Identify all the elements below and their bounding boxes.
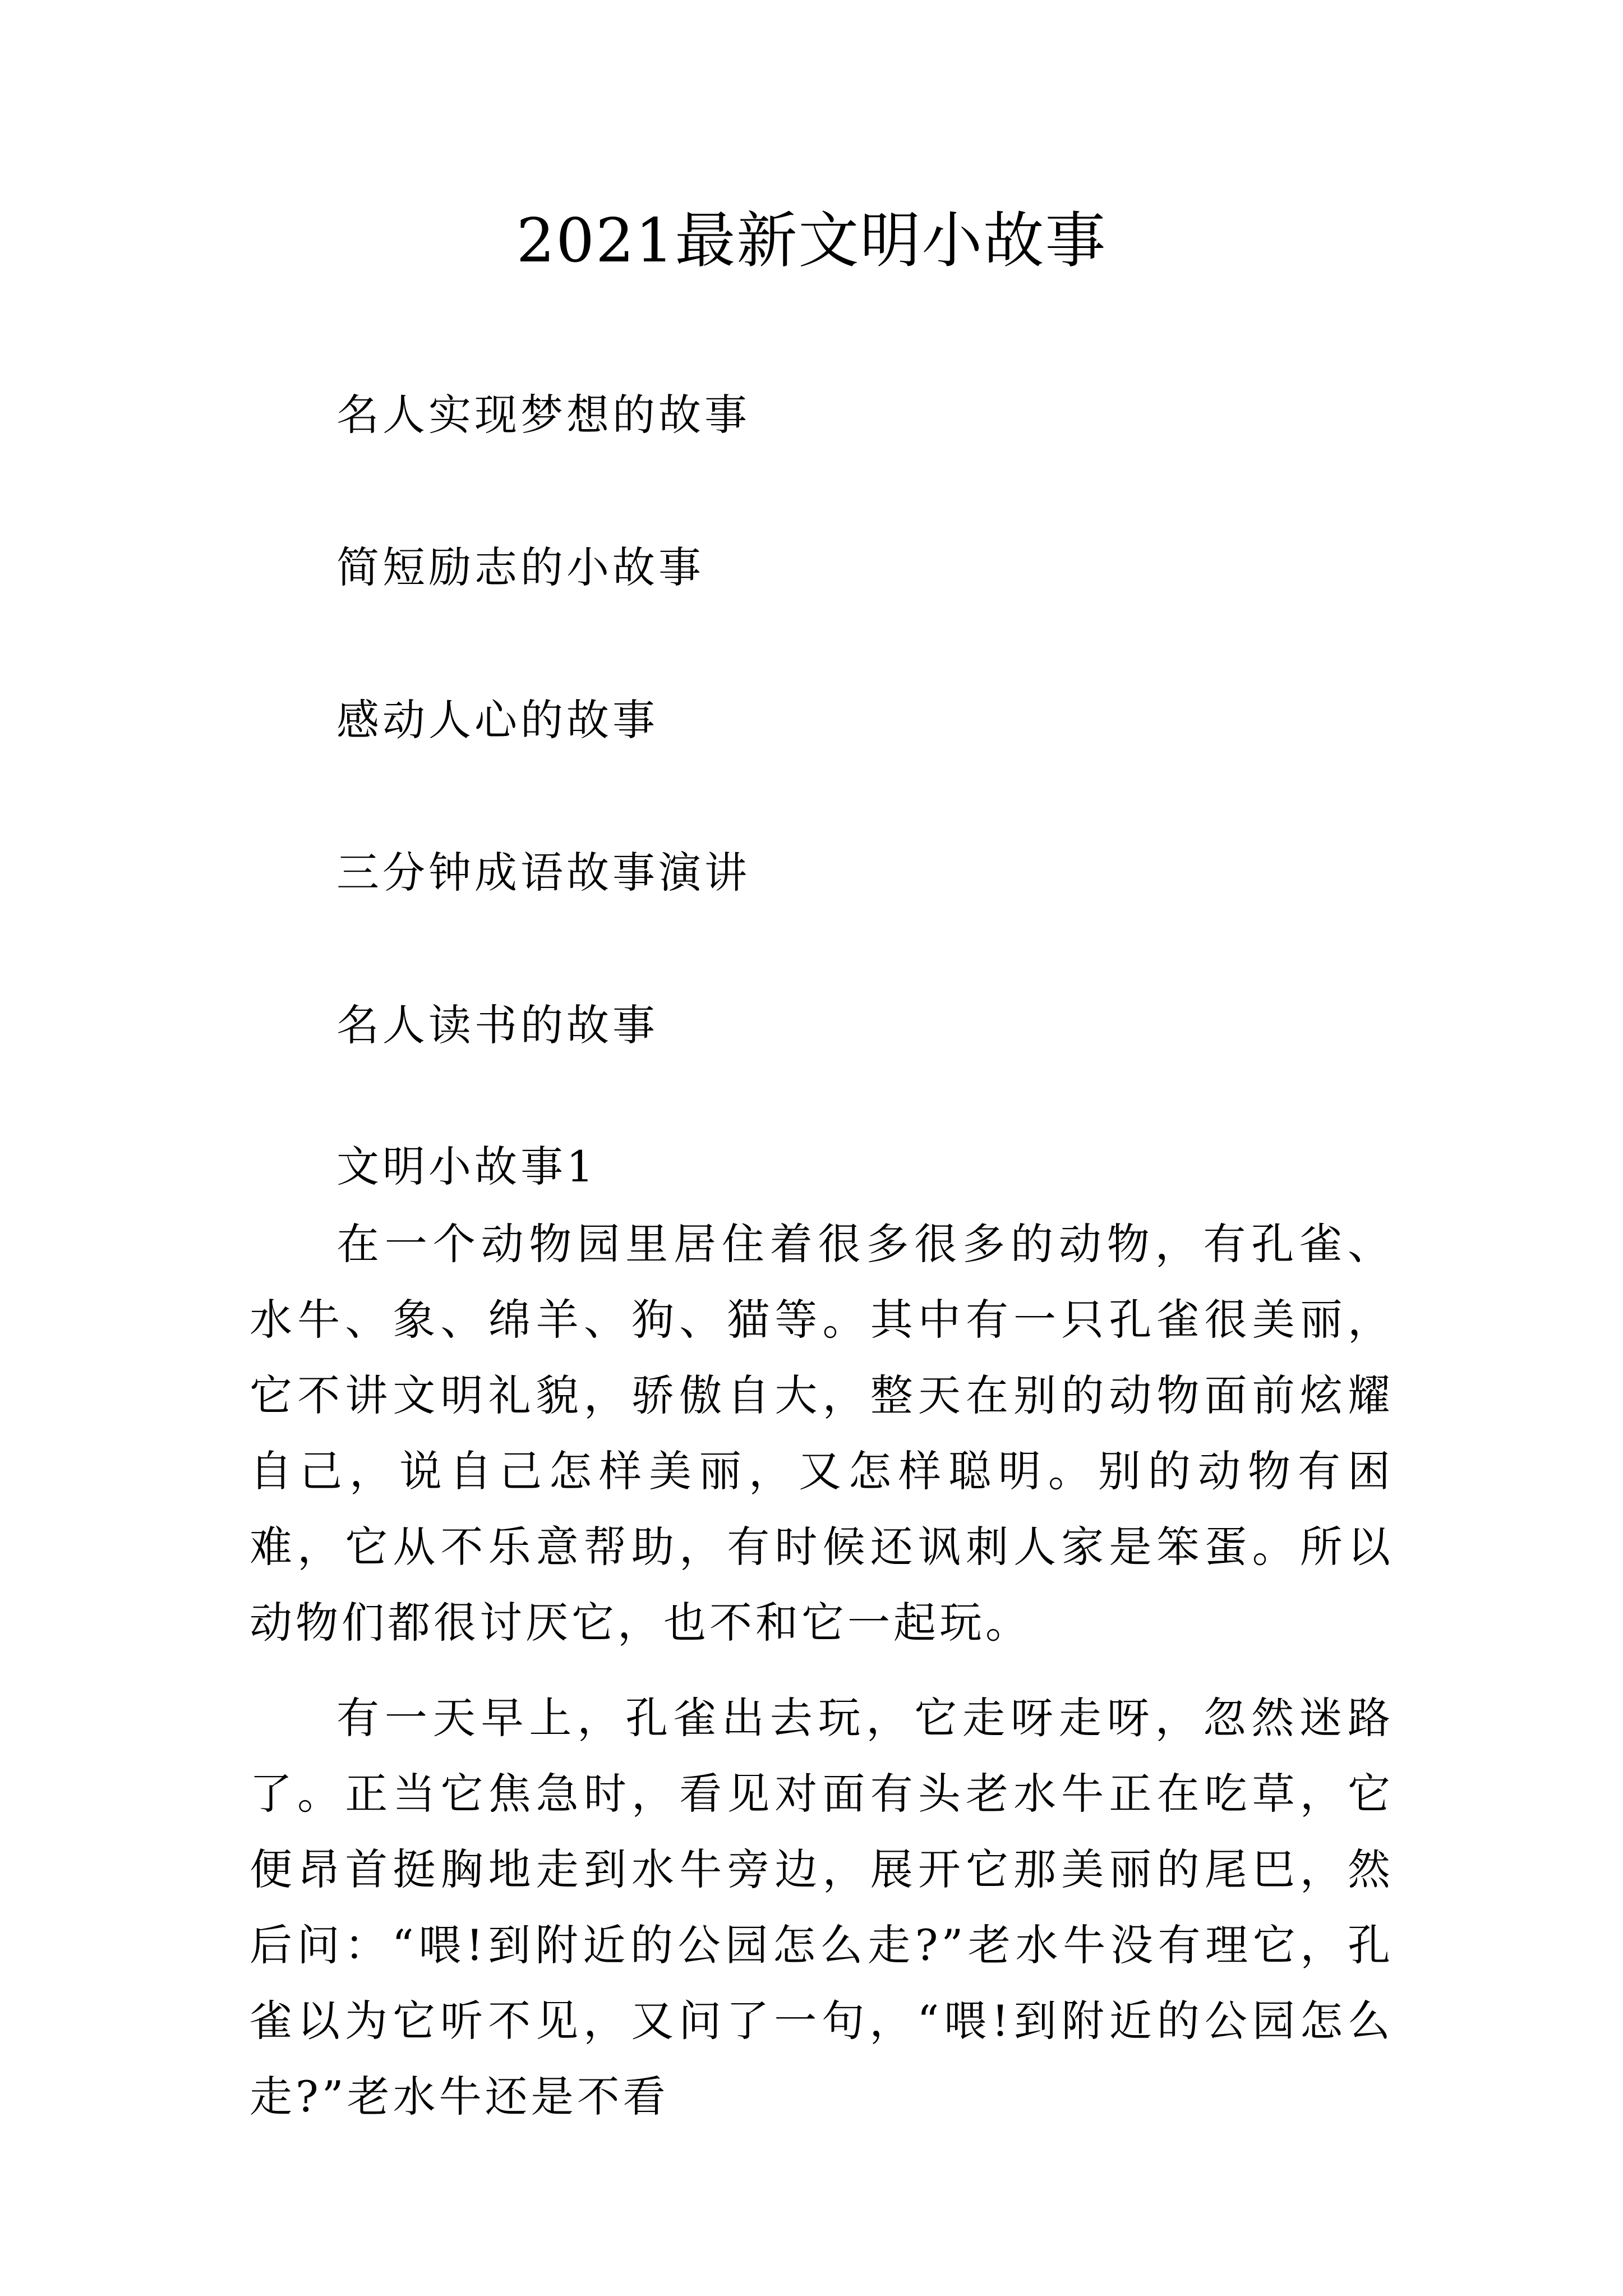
story-paragraph: 在一个动物园里居住着很多很多的动物，有孔雀、水牛、象、绵羊、狗、猫等。其中有一只孔雀很美丽，它不讲文明礼貌，骄傲自大，整天在别的动物面前炫耀自己，说自己怎样美丽，又怎样聪明。别的动物有困难，它从不乐意帮助，有时候还讽刺人家是笨蛋。所以动物们都很讨厌它，也不和它一起玩。 [250, 1219, 1394, 1648]
story-paragraph: 有一天早上，孔雀出去玩，它走呀走呀，忽然迷路了。正当它焦急时，看见对面有头老水牛正在吃草，它便昂首挺胸地走到水牛旁边，展开它那美丽的尾巴，然后问：“喂!到附近的公园怎么走?”老水牛没有理它，孔雀以为它听不见，又问了一句，“喂!到附近的公园怎么走?”老水牛还是不看 [250, 1693, 1394, 2122]
related-link-item[interactable]: 名人实现梦想的故事 [336, 390, 750, 440]
related-link-item[interactable]: 三分钟成语故事演讲 [336, 848, 750, 898]
section-heading: 文明小故事1 [336, 1142, 597, 1191]
document-title: 2021最新文明小故事 [516, 206, 1107, 276]
related-link-item[interactable]: 简短励志的小故事 [336, 542, 704, 592]
related-link-item[interactable]: 名人读书的故事 [336, 1000, 658, 1050]
related-link-item[interactable]: 感动人心的故事 [336, 695, 658, 745]
